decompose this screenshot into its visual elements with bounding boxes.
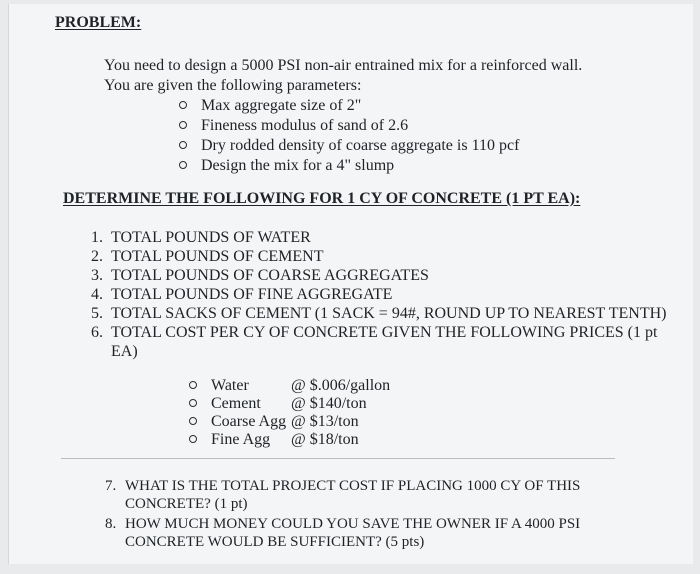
question-item-continuation: CONCRETE WOULD BE SUFFICIENT? (5 pts) (125, 534, 425, 550)
question-item: 7. WHAT IS THE TOTAL PROJECT COST IF PLACING 1000 CY OF THIS (105, 478, 581, 494)
parameter-item: Dry rodded density of coarse aggregate is 110 pcf (179, 136, 519, 156)
parameter-item: Fineness modulus of sand of 2.6 (179, 116, 408, 136)
price-value: @ $18/ton (291, 431, 359, 448)
price-row (189, 412, 359, 432)
section-divider (61, 458, 615, 459)
price-value: @ $13/ton (291, 413, 359, 430)
parameter-item: Design the mix for a 4" slump (179, 156, 394, 176)
bullet-icon (189, 435, 197, 443)
question-item: 6. TOTAL COST PER CY OF CONCRETE GIVEN THE FOLLOWING PRICES (1 pt (91, 324, 658, 341)
price-row (189, 376, 390, 396)
parameter-item: Max aggregate size of 2" (179, 96, 361, 116)
price-item-name: Fine Agg (211, 431, 271, 448)
bullet-icon (179, 101, 187, 109)
determine-heading: DETERMINE THE FOLLOWING FOR 1 CY OF CONCRETE (1 PT EA): (63, 190, 581, 207)
question-item: 8. HOW MUCH MONEY COULD YOU SAVE THE OWNER IF A 4000 PSI (105, 516, 581, 532)
bullet-icon (179, 161, 187, 169)
price-item-name: Water (211, 377, 249, 394)
question-item-continuation: EA) (111, 343, 138, 360)
bullet-icon (179, 141, 187, 149)
problem-heading: PROBLEM: (55, 14, 142, 31)
price-value: @ $.006/gallon (291, 377, 391, 394)
question-item-continuation: CONCRETE? (1 pt) (125, 496, 248, 512)
price-value: @ $140/ton (291, 395, 367, 412)
bullet-icon (189, 381, 197, 389)
bullet-icon (179, 121, 187, 129)
price-item-name: Cement (211, 395, 261, 412)
question-item: 5. TOTAL SACKS OF CEMENT (1 SACK = 94#, ROUND UP TO NEAREST TENTH) (91, 305, 667, 322)
worksheet-page (8, 4, 693, 564)
bullet-icon (189, 399, 197, 407)
problem-intro-line2: You are given the following parameters: (104, 77, 362, 94)
price-item-name: Coarse Agg (211, 413, 287, 430)
question-item: 3. TOTAL POUNDS OF COARSE AGGREGATES (91, 267, 429, 284)
price-row (189, 430, 359, 450)
question-item: 2. TOTAL POUNDS OF CEMENT (91, 248, 324, 265)
question-item: 4. TOTAL POUNDS OF FINE AGGREGATE (91, 286, 393, 303)
question-item: 1. TOTAL POUNDS OF WATER (91, 229, 311, 246)
problem-intro-line1: You need to design a 5000 PSI non-air entrained mix for a reinforced wall. (104, 57, 583, 74)
bullet-icon (189, 417, 197, 425)
price-row (189, 394, 367, 414)
